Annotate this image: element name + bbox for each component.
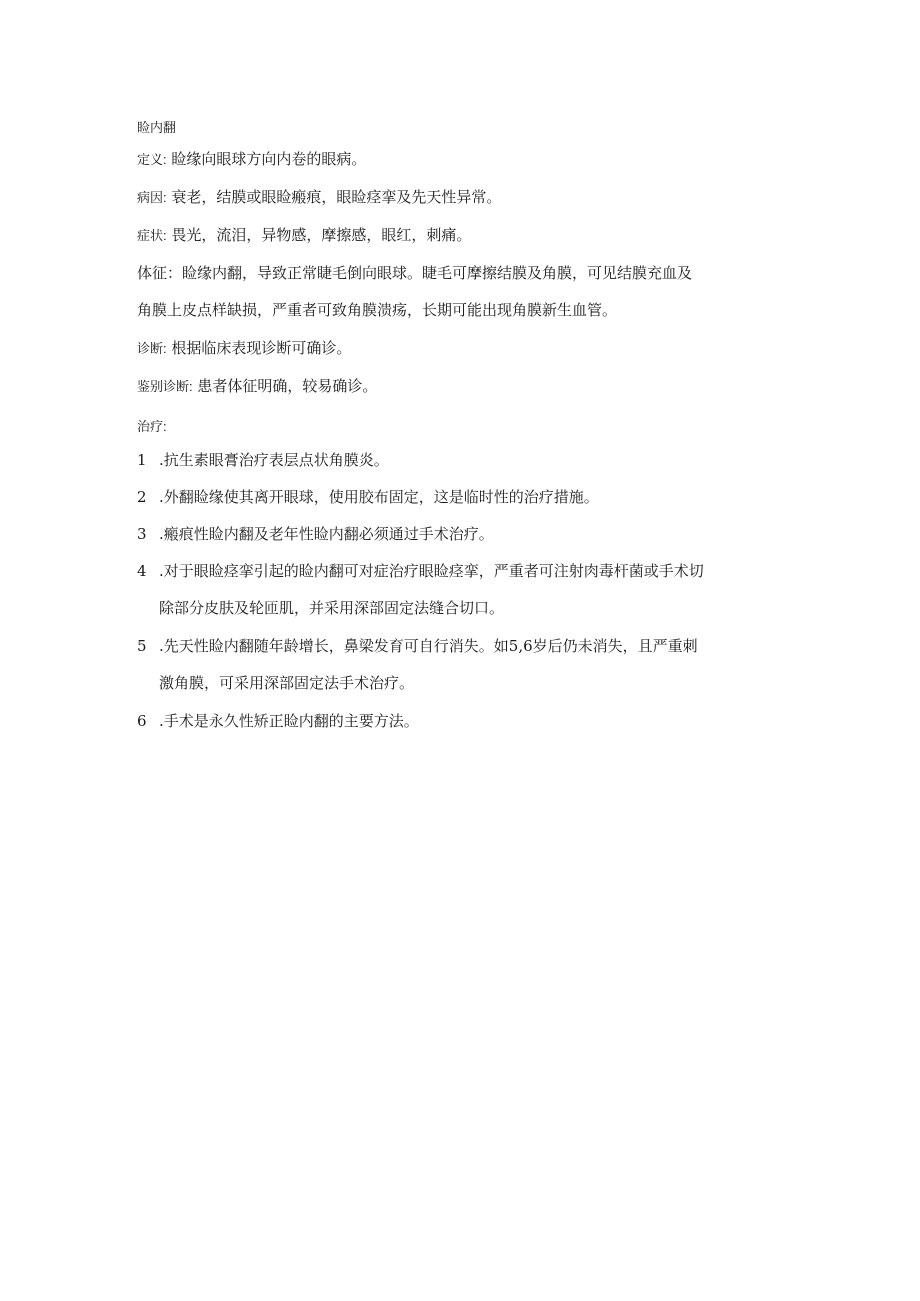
- treatment-item-2: [137, 487, 797, 507]
- item-text: .抗生素眼膏治疗表层点状角膜炎。: [159, 451, 389, 469]
- diagnosis-label: 诊断:: [137, 341, 167, 356]
- treatment-item-3: [137, 524, 797, 544]
- document-body: [137, 118, 797, 748]
- definition-text: 睑缘向眼球方向内卷的眼病。: [166, 150, 367, 168]
- item-text: .瘢痕性睑内翻及老年性睑内翻必须通过手术治疗。: [159, 525, 494, 543]
- treatment-label: 治疗:: [137, 419, 167, 434]
- differential-label: 鉴别诊断:: [137, 379, 193, 394]
- sign-text-line1: 睑缘内翻，导致正常睫毛倒向眼球。睫毛可摩擦结膜及角膜，可见结膜充血及: [182, 264, 693, 282]
- item-text-continued: 除部分皮肤及轮匝肌，并采用深部固定法缝合切口。: [159, 599, 505, 617]
- item-number: 1: [137, 451, 147, 469]
- differential-text: 患者体征明确，较易确诊。: [192, 377, 378, 395]
- definition-label: 定义:: [137, 152, 167, 167]
- diagnosis-text: 根据临床表现诊断可确诊。: [166, 339, 352, 357]
- definition-row: [137, 149, 797, 170]
- cause-text: 衰老，结膜或眼睑瘢痕，眼睑痉挛及先天性异常。: [166, 188, 502, 206]
- diagnosis-row: [137, 338, 797, 359]
- sign-row: [137, 255, 797, 329]
- item-number: 4: [137, 562, 147, 580]
- cause-row: [137, 187, 797, 208]
- differential-row: [137, 376, 797, 397]
- symptom-row: [137, 225, 797, 246]
- treatment-item-6: [137, 711, 797, 731]
- item-text: .手术是永久性矫正睑内翻的主要方法。: [159, 712, 419, 730]
- symptom-label: 症状:: [137, 228, 167, 243]
- symptom-text: 畏光，流泪，异物感，摩擦感，眼红，刺痛。: [166, 226, 472, 244]
- item-text: .外翻睑缘使其离开眼球，使用胶布固定，这是临时性的治疗措施。: [159, 488, 599, 506]
- treatment-item-5: [137, 628, 797, 702]
- item-number: 5: [137, 637, 147, 655]
- item-number: 2: [137, 488, 147, 506]
- sign-text-line2: 角膜上皮点样缺损，严重者可致角膜溃疡，长期可能出现角膜新生血管。: [137, 301, 618, 319]
- item-number: 3: [137, 525, 147, 543]
- item-text: .对于眼睑痉挛引起的睑内翻可对症治疗眼睑痉挛，严重者可注射肉毒杆菌或手术切: [159, 562, 704, 580]
- doc-title: 睑内翻: [137, 120, 177, 135]
- item-text: .先天性睑内翻随年龄增长，鼻梁发育可自行消失。如5,6岁后仍未消失，且严重刺: [159, 637, 698, 655]
- cause-label: 病因:: [137, 190, 167, 205]
- item-text-continued: 激角膜，可采用深部固定法手术治疗。: [159, 674, 415, 692]
- sign-label: 体征：: [137, 264, 183, 282]
- treatment-item-1: [137, 450, 797, 470]
- item-number: 6: [137, 712, 147, 730]
- treatment-item-4: [137, 553, 797, 627]
